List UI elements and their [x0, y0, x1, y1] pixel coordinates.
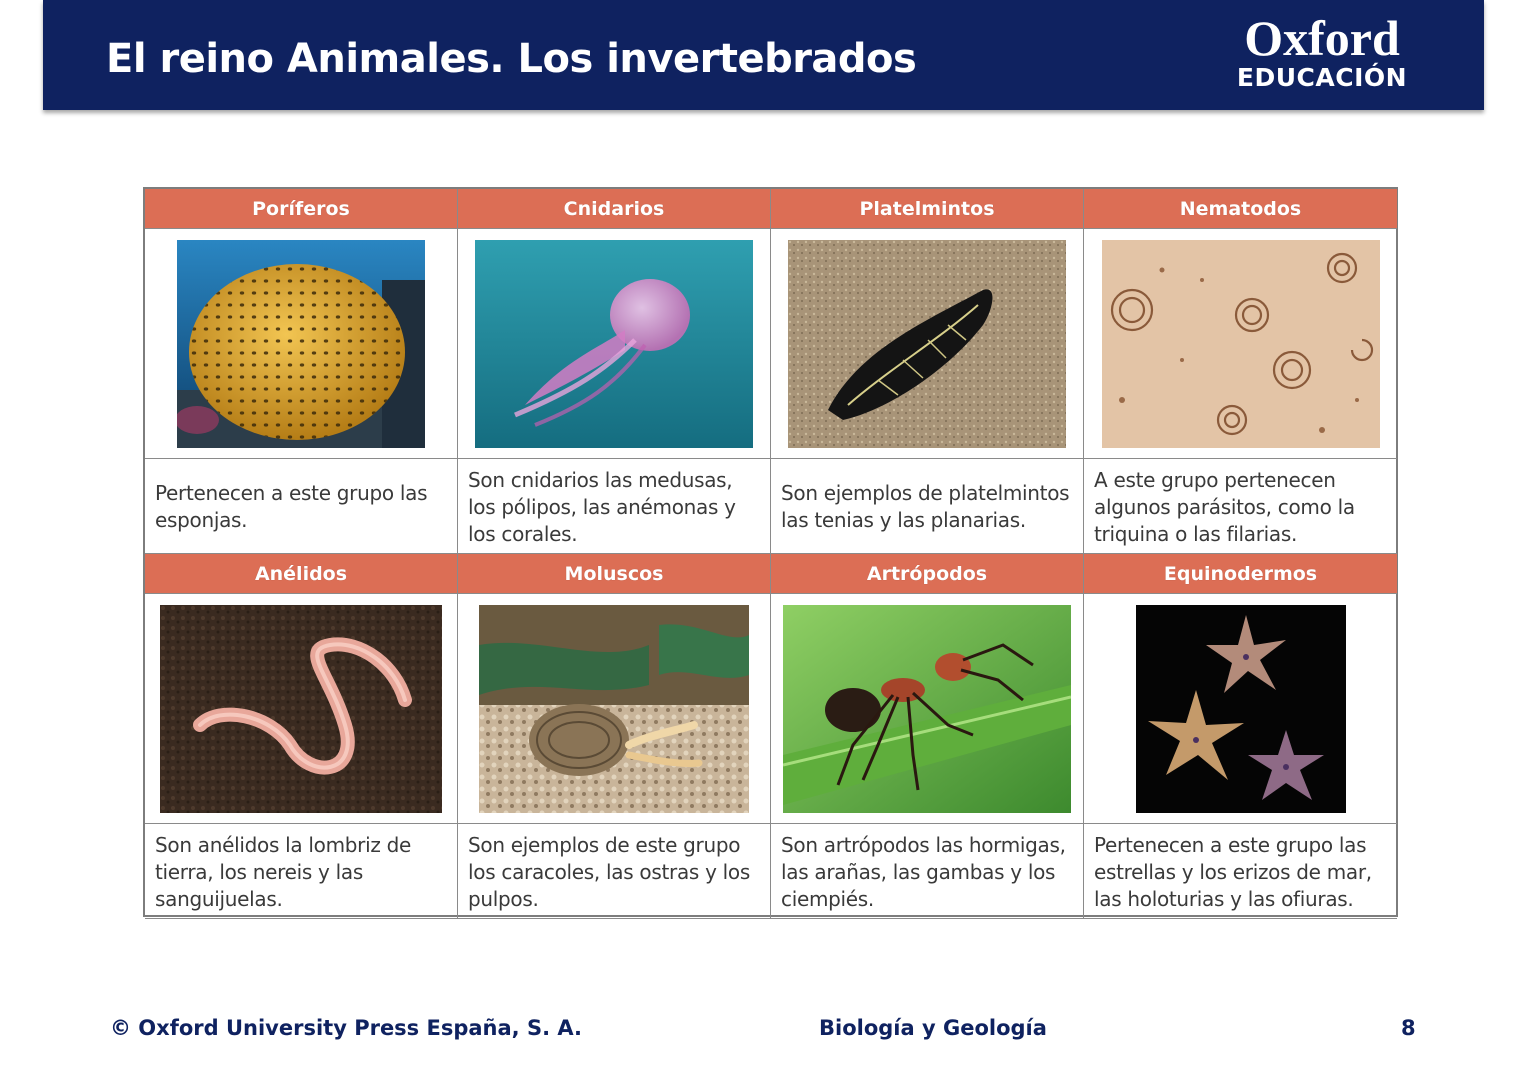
description-anelidos — [145, 824, 458, 919]
group-header-anelidos: Anélidos — [145, 554, 458, 594]
oxford-logo — [1232, 12, 1412, 92]
group-header-moluscos: Moluscos — [458, 554, 771, 594]
description-text: Pertenecen a este grupo las esponjas. — [155, 481, 428, 532]
earthworm-photo — [160, 605, 442, 813]
ant-photo — [783, 605, 1071, 813]
description-text: Son anélidos la lombriz de tierra, los nereis y las sanguijuelas. — [155, 832, 411, 911]
description-text: Son cnidarios las medusas, los pólipos, las anémonas y los corales. — [468, 467, 736, 546]
jellyfish-photo — [475, 240, 753, 448]
group-header-cnidarios: Cnidarios — [458, 189, 771, 229]
image-cell-artropodos — [771, 594, 1084, 824]
logo-oxford-text: Oxford — [1244, 10, 1400, 66]
footer-subject: Biología y Geología — [819, 1016, 1047, 1040]
clam-photo — [479, 605, 749, 813]
description-equinodermos — [1084, 824, 1397, 919]
header-bar — [43, 0, 1484, 110]
group-header-nematodos: Nematodos — [1084, 189, 1397, 229]
description-text: A este grupo pertenecen algunos parásitos, como la triquina o las filarias. — [1094, 467, 1355, 546]
description-poriferos — [145, 459, 458, 554]
image-cell-anelidos — [145, 594, 458, 824]
footer-copyright: © Oxford University Press España, S. A. — [110, 1016, 582, 1040]
group-header-artropodos: Artrópodos — [771, 554, 1084, 594]
nematode-photo — [1102, 240, 1380, 448]
group-header-platelmintos: Platelmintos — [771, 189, 1084, 229]
description-nematodos — [1084, 459, 1397, 554]
group-header-equinodermos: Equinodermos — [1084, 554, 1397, 594]
image-cell-nematodos — [1084, 229, 1397, 459]
group-header-poriferos: Poríferos — [145, 189, 458, 229]
sponge-photo — [177, 240, 425, 448]
description-text: Son ejemplos de platelmintos las tenias y las planarias. — [781, 481, 1070, 532]
description-text: Pertenecen a este grupo las estrellas y los erizos de mar, las holoturias y las ofiuras. — [1094, 832, 1372, 911]
page-title: El reino Animales. Los invertebrados — [106, 36, 917, 82]
description-text: Son ejemplos de este grupo los caracoles, las ostras y los pulpos. — [468, 832, 750, 911]
footer-page-number: 8 — [1401, 1016, 1416, 1040]
description-cnidarios — [458, 459, 771, 554]
image-cell-equinodermos — [1084, 594, 1397, 824]
starfish-photo — [1136, 605, 1346, 813]
flatworm-photo — [788, 240, 1066, 448]
image-cell-poriferos — [145, 229, 458, 459]
invertebrates-table — [143, 187, 1398, 917]
description-artropodos — [771, 824, 1084, 919]
image-cell-moluscos — [458, 594, 771, 824]
logo-educacion-text: EDUCACIÓN — [1236, 63, 1408, 92]
description-platelmintos — [771, 459, 1084, 554]
image-cell-platelmintos — [771, 229, 1084, 459]
image-cell-cnidarios — [458, 229, 771, 459]
description-text: Son artrópodos las hormigas, las arañas, las gambas y los ciempiés. — [781, 832, 1066, 911]
description-moluscos — [458, 824, 771, 919]
